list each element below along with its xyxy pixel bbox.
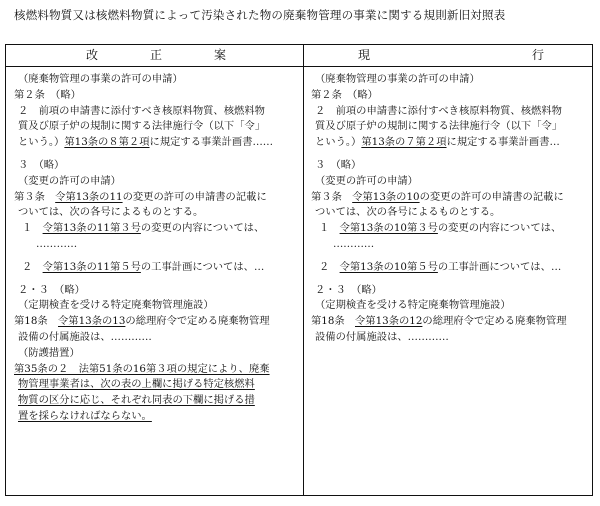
amended-reference: 令第13条の11	[55, 190, 123, 203]
header-current	[358, 45, 544, 66]
article-18-line	[311, 314, 591, 330]
text-segment: 第18条	[14, 315, 58, 328]
article-18-line: 設備の付属施設は、…………	[18, 330, 152, 343]
article-35-2-line: 第35条の２ 法第51条の16第３項の規定により、廃棄	[14, 362, 270, 375]
comparison-table	[5, 44, 593, 496]
document-title: 核燃料物質又は核燃料物質によって汚染された物の廃棄物管理の事業に関する規則新旧対照表	[14, 8, 506, 22]
article-2-para-2-line: 質及び原子炉の規制に関する法律施行令（以下「令」	[18, 120, 266, 133]
current-reference: 令第13条の10第３号	[339, 222, 438, 235]
text-segment: の変更の許可の申請書の記載に	[122, 190, 267, 203]
amended-reference: 令第13条の11第５号	[42, 260, 141, 273]
article-2-para-2-line: ２ 前項の申請書に添付すべき核原料物質、核燃料物	[18, 104, 265, 117]
text-segment: １	[22, 222, 43, 235]
text-segment: の変更の内容については、	[140, 222, 265, 235]
amended-reference: 令第13条の11第３号	[42, 222, 141, 235]
article-3-line: ついては、次の各号によるものとする。	[18, 206, 204, 219]
heading-change-permit-application: （変更の許可の申請）	[315, 174, 418, 187]
article-3-line	[311, 190, 591, 206]
text-segment: 第３条	[14, 190, 56, 203]
article-3-line: ついては、次の各号によるものとする。	[315, 206, 501, 219]
article-3-item-2	[311, 260, 591, 276]
heading-business-permit-application: （廃棄物管理の事業の許可の申請）	[315, 73, 480, 85]
header-proposed-amendment	[86, 45, 226, 66]
article-3-item-1	[311, 221, 591, 237]
article-2-para-3: ３ （略）	[18, 158, 65, 171]
text-segment: の工事計画については、…	[140, 260, 265, 273]
amended-reference: 第13条の８第２項	[64, 136, 150, 149]
article-3-paras-2-3: ２・３ （略）	[315, 283, 382, 296]
article-2-para-2-line	[14, 135, 296, 151]
amended-reference: 令第13条の13	[58, 315, 126, 328]
article-3-item-1	[14, 221, 296, 237]
header-char: 改	[86, 48, 99, 62]
heading-periodic-inspection: （定期検査を受ける特定廃棄物管理施設）	[18, 299, 214, 312]
article-2-para-2-line: 質及び原子炉の規制に関する法律施行令（以下「令」	[315, 120, 563, 133]
text-segment: 第３条	[311, 190, 353, 203]
heading-periodic-inspection: （定期検査を受ける特定廃棄物管理施設）	[315, 299, 511, 312]
article-2-para-2-line: ２ 前項の申請書に添付すべき核原料物質、核燃料物	[315, 104, 562, 117]
text-segment: の総理府令で定める廃棄物管理	[422, 315, 567, 328]
header-char: 行	[531, 48, 544, 62]
current-column	[311, 72, 591, 346]
text-segment: の工事計画については、…	[437, 260, 562, 273]
article-3-item-1-cont: …………	[36, 237, 78, 250]
article-18-line	[14, 314, 296, 330]
header-char: 現	[358, 48, 371, 62]
text-segment: という。）	[18, 136, 65, 149]
article-2: 第２条 （略）	[311, 88, 378, 101]
text-segment: １	[319, 222, 340, 235]
text-segment: 第18条	[311, 315, 355, 328]
article-18-line: 設備の付属施設は、…………	[315, 330, 449, 343]
text-segment: に規定する事業計画書…	[446, 136, 560, 149]
text-segment: ２	[319, 260, 340, 273]
article-35-2-line: 物質の区分に応じ、それぞれ同表の下欄に掲げる措	[18, 394, 255, 407]
heading-change-permit-application: （変更の許可の申請）	[18, 174, 121, 187]
text-segment: に規定する事業計画書……	[149, 136, 274, 149]
text-segment: の変更の内容については、	[437, 222, 562, 235]
article-35-2-line: 置を採らなければならない。	[18, 409, 152, 422]
heading-business-permit-application: （廃棄物管理の事業の許可の申請）	[18, 73, 183, 85]
article-3-item-1-cont: …………	[333, 237, 375, 250]
current-reference: 第13条の７第２項	[361, 136, 447, 149]
article-3-item-2	[14, 260, 296, 276]
article-3-paras-2-3: ２・３ （略）	[18, 283, 85, 296]
article-2-para-3: ３ （略）	[315, 158, 362, 171]
column-divider	[303, 45, 304, 495]
article-35-2-line: 物管理事業者は、次の表の上欄に掲げる特定核燃料	[18, 378, 255, 391]
amended-column	[14, 72, 296, 425]
current-reference: 令第13条の10	[352, 190, 420, 203]
header-char: 正	[149, 48, 162, 62]
text-segment: という。）	[315, 136, 362, 149]
table-header-row	[6, 45, 592, 67]
article-2-para-2-line	[311, 135, 591, 151]
text-segment: の総理府令で定める廃棄物管理	[125, 315, 270, 328]
text-segment: の変更の許可の申請書の記載に	[419, 190, 564, 203]
current-reference: 令第13条の10第５号	[339, 260, 438, 273]
header-char: 案	[213, 48, 226, 62]
article-3-line	[14, 190, 296, 206]
article-2: 第２条 （略）	[14, 88, 81, 101]
heading-protective-measures: （防護措置）	[18, 346, 80, 359]
current-reference: 令第13条の12	[355, 315, 423, 328]
text-segment: ２	[22, 260, 43, 273]
